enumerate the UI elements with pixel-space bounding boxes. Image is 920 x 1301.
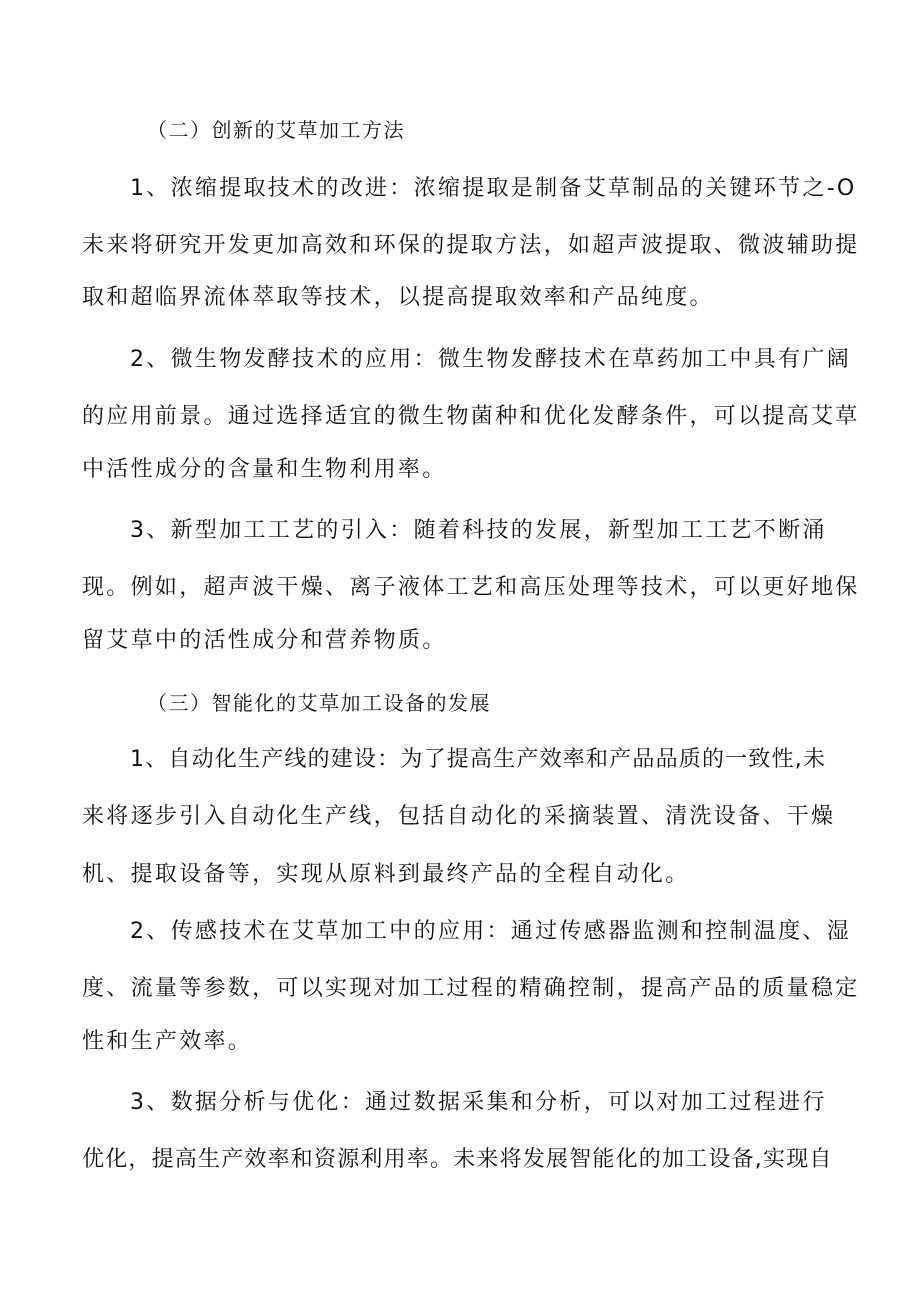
paragraph-line: 未来将研究开发更加高效和环保的提取方法，如超声波提取、微波辅助提 (82, 233, 860, 258)
paragraph-line: 来将逐步引入自动化生产线，包括自动化的采摘装置、清洗设备、干燥 (82, 804, 836, 829)
paragraph-line: 现。例如，超声波干燥、离子液体工艺和高压处理等技术，可以更好地保 (82, 575, 860, 600)
paragraph-line: 3、数据分析与优化：通过数据采集和分析，可以对加工过程进行 (130, 1090, 827, 1115)
paragraph-line: 优化，提高生产效率和资源利用率。未来将发展智能化的加工设备,实现自 (82, 1147, 833, 1172)
paragraph-line: 中活性成分的含量和生物利用率。 (82, 457, 447, 482)
paragraph-line: 3、新型加工工艺的引入：随着科技的发展，新型加工工艺不断涌 (130, 518, 827, 543)
paragraph-line: 机、提取设备等，实现从原料到最终产品的全程自动化。 (82, 862, 690, 887)
paragraph-line: 取和超临界流体萃取等技术，以提高提取效率和产品纯度。 (82, 285, 714, 310)
paragraph-line: 1、自动化生产线的建设：为了提高生产效率和产品品质的一致性,未 (130, 747, 827, 772)
paragraph-line: 1、浓缩提取技术的改进：浓缩提取是制备艾草制品的关键环节之-O (130, 176, 857, 201)
paragraph-line: 2、传感技术在艾草加工中的应用：通过传感器监测和控制温度、湿 (130, 919, 851, 944)
section-heading-innovative-methods: （二）创新的艾草加工方法 (147, 118, 405, 142)
paragraph-line: 的应用前景。通过选择适宜的微生物菌种和优化发酵条件，可以提高艾草 (82, 404, 860, 429)
paragraph-line: 性和生产效率。 (82, 1029, 253, 1054)
paragraph-line: 留艾草中的活性成分和营养物质。 (82, 628, 447, 653)
paragraph-line: 度、流量等参数，可以实现对加工过程的精确控制，提高产品的质量稳定 (82, 976, 860, 1001)
section-heading-intelligent-equipment: （三）智能化的艾草加工设备的发展 (147, 691, 491, 715)
paragraph-line: 2、微生物发酵技术的应用：微生物发酵技术在草药加工中具有广阔 (130, 347, 851, 372)
